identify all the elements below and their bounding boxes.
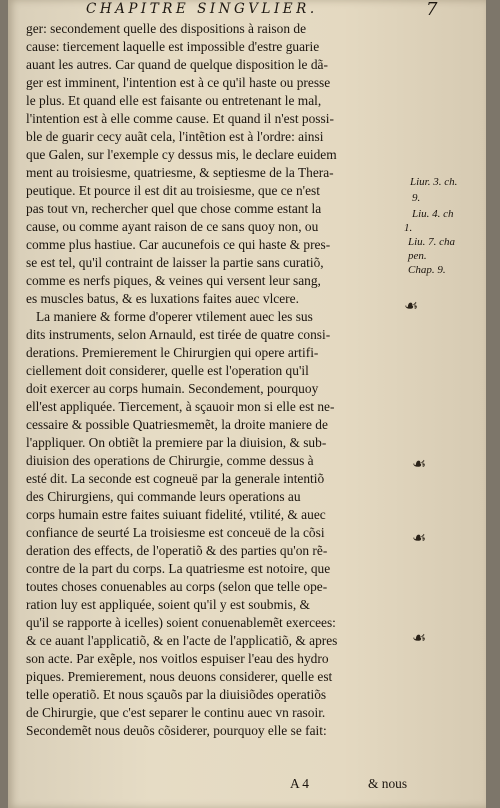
text-line: & ce auant l'applicatiõ, & en l'acte de l'applicatiõ, & apres <box>26 633 338 648</box>
manicule-icon: ☙ <box>412 454 427 473</box>
margin-note: Liu. 7. cha <box>408 236 456 248</box>
text-line: l'appliquer. On obtiẽt la premiere par la diuision, & sub- <box>26 435 327 450</box>
text-line: de Chirurgie, que c'est separer le continu auec vn rasoir. <box>26 705 326 720</box>
text-line: derations. Premierement le Chirurgien qui opere artifi- <box>26 345 319 360</box>
text-line: le plus. Et quand elle est faisante ou entretenant le mal, <box>26 93 322 108</box>
text-line: ger: secondement quelle des dispositions à raison de <box>26 21 307 36</box>
text-line: comme plus hastiue. Car aucunefois ce qui haste & pres- <box>26 237 331 252</box>
margin-note: 9. <box>412 192 421 204</box>
text-line: ger est imminent, l'intention est à ce qu'il haste ou presse <box>26 75 331 90</box>
text-line: cessaire & possible Quatriesmemẽt, la droite maniere de <box>26 417 328 432</box>
text-line: doit exercer au corps humain. Secondement, pourquoy <box>26 381 319 396</box>
text-line: pas tout vn, rechercher quel que chose comme estant la <box>26 201 322 216</box>
signature-mark: A 4 <box>290 776 309 791</box>
text-line: contre de la part du corps. La quatriesme est notoire, que <box>26 561 331 576</box>
manicule-icon: ☙ <box>412 528 427 547</box>
text-line: peutique. Et pource il est dit au troisiesme, que ce n'est <box>26 183 320 198</box>
text-line: toutes choses conuenables au corps (selon que telle ope- <box>26 579 328 594</box>
text-line: ration luy est appliquée, soient qu'il y est soubmis, & <box>26 597 310 612</box>
margin-note: 1. <box>404 222 413 234</box>
text-line: l'intention est à elle comme cause. Et quand il n'est possi- <box>26 111 334 126</box>
margin-note: Liur. 3. ch. <box>410 176 458 188</box>
text-line: auant les autres. Car quand de quelque disposition le dã- <box>26 57 328 72</box>
folio-number: 7 <box>426 0 438 20</box>
text-line: ble de guarir cecy auãt cela, l'intẽtion est à l'ordre: ainsi <box>26 129 324 144</box>
text-line: piques. Premierement, nous deuons considerer, quelle est <box>26 669 333 684</box>
text-line: ment au troisiesme, quatriesme, & septiesme de la Thera- <box>26 165 334 180</box>
text-line: La maniere & forme d'operer vtilement auec les sus <box>36 309 313 324</box>
text-line: diuision des operations de Chirurgie, comme dessus à <box>26 453 314 468</box>
catchword: & nous <box>368 776 408 791</box>
text-line: dits instruments, selon Arnauld, est tirée de quatre consi- <box>26 327 331 342</box>
running-title: CHAPITRE SINGVLIER. <box>86 1 318 17</box>
text-line: es muscles batus, & es luxations faites auec vlcere. <box>26 291 299 306</box>
margin-note: Liu. 4. ch <box>412 208 454 220</box>
text-line: ciellement doit considerer, quelle est l'operation qu'il <box>26 363 309 378</box>
text-line: deration des effects, de l'operatiõ & des parties qu'on rẽ- <box>26 543 328 558</box>
text-line: qu'il se rapporte à icelles) soient conuenablemẽt exercees: <box>26 615 336 630</box>
text-line: son acte. Par exẽple, nos voitlos espuiser l'eau des hydro <box>26 651 329 666</box>
text-line: se est tel, qu'il contraint de laisser la partie sans curatiõ, <box>26 255 324 270</box>
text-line: Secondemẽt nous deuõs cõsiderer, pourquoy elle se fait: <box>26 723 327 738</box>
margin-note: pen. <box>408 250 427 262</box>
manicule-icon: ☙ <box>412 628 427 647</box>
text-line: telle operatiõ. Et nous sçauõs par la diuisiõdes operatiõs <box>26 687 327 702</box>
margin-note: Chap. 9. <box>408 264 446 276</box>
text-line: ell'est appliquée. Tiercement, à sçauoir mon si elle est ne- <box>26 399 335 414</box>
text-line: esté dit. La seconde est cogneuë par la generale intentiõ <box>26 471 325 486</box>
text-line: des Chirurgiens, qui commande leurs operations au <box>26 489 301 504</box>
text-line: que Galen, sur l'exemple cy dessus mis, le declare euidem <box>26 147 337 162</box>
text-line: cause, ou comme ayant raison de ce sans quoy non, ou <box>26 219 319 234</box>
text-line: confiance de seurté La troisiesme est conceuë de la cõsi <box>26 525 325 540</box>
body-text <box>26 20 408 740</box>
text-line: comme es nerfs piques, & veines qui versent leur sang, <box>26 273 321 288</box>
book-page <box>8 0 486 808</box>
text-line: corps humain estre faites suiuant fidelité, vtilité, & auec <box>26 507 326 522</box>
manicule-icon: ☙ <box>404 296 419 315</box>
text-line: cause: tiercement laquelle est impossible d'estre guarie <box>26 39 320 54</box>
